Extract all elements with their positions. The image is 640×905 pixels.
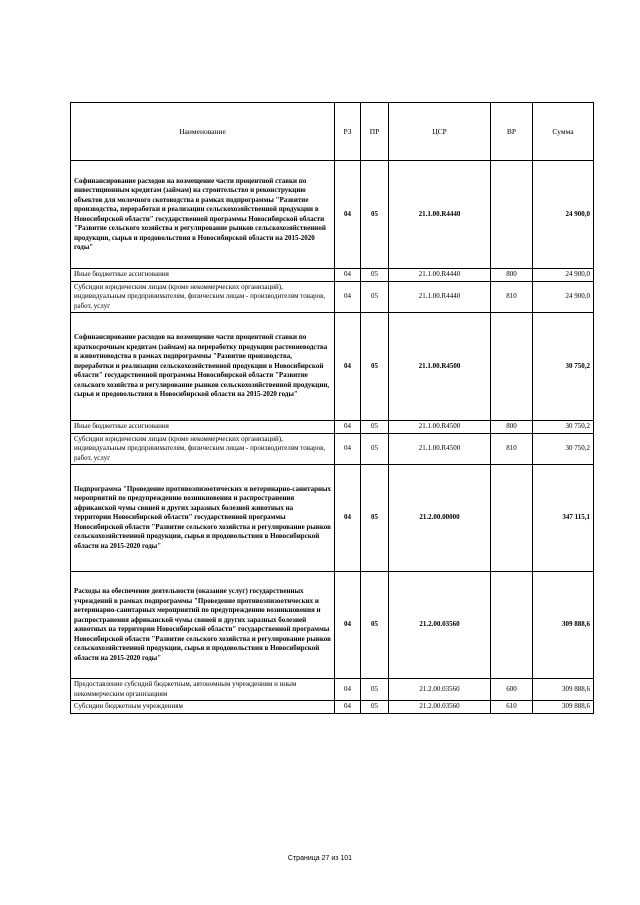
cell-vr: 610 — [491, 701, 533, 714]
header-vr: ВР — [491, 103, 533, 161]
header-rz: РЗ — [335, 103, 361, 161]
cell-csr: 21.2.00.00000 — [389, 465, 491, 572]
cell-sum: 24 900,0 — [533, 269, 594, 282]
budget-table — [70, 102, 594, 714]
cell-name: Софинансирование расходов на возмещение части процентной ставки по инвестиционным кредитам (займам) на строительство и реконструкцию объектов для молочного скотоводства в рамках подпрограммы "Развитие производства, переработки и реализации сельскохозяйственной продукции в Новосибирской области" государственной программы Новосибирской области "Развитие сельского хозяйства и регулирование рынков сельскохозяйственной продукции, сырья и продовольствия в Новосибирской области на 2015-2020 годы" — [71, 161, 335, 269]
table-row — [71, 161, 594, 269]
cell-name: Иные бюджетные ассигнования — [71, 269, 335, 282]
cell-name: Предоставление субсидий бюджетным, автономным учреждениям и иным некоммерческим организациям — [71, 679, 335, 701]
cell-sum: 24 900,0 — [533, 281, 594, 313]
cell-pr: 05 — [361, 572, 389, 679]
cell-rz: 04 — [335, 433, 361, 465]
cell-pr: 05 — [361, 161, 389, 269]
cell-vr: 800 — [491, 269, 533, 282]
cell-pr: 05 — [361, 701, 389, 714]
cell-pr: 05 — [361, 313, 389, 421]
header-csr: ЦСР — [389, 103, 491, 161]
cell-csr: 21.1.00.R4500 — [389, 433, 491, 465]
cell-sum: 309 888,6 — [533, 679, 594, 701]
cell-csr: 21.1.00.R4500 — [389, 313, 491, 421]
cell-name: Подпрограмма "Проведение противоэпизоотических и ветеринарно-санитарных мероприятий по предупреждению возникновения и распространения африканской чумы свиней и других заразных болезней животных на территории Новосибирской области" государственной программы Новосибирской области "Развитие сельского хозяйства и регулирование рынков сельскохозяйственной продукции, сырья и продовольствия в Новосибирской области на 2015-2020 годы" — [71, 465, 335, 572]
cell-rz: 04 — [335, 465, 361, 572]
cell-csr: 21.1.00.R4440 — [389, 269, 491, 282]
header-name: Наименование — [71, 103, 335, 161]
table-row — [71, 701, 594, 714]
table-header-row — [71, 103, 594, 161]
page-number: Страница 27 из 101 — [287, 855, 353, 862]
cell-csr: 21.1.00.R4440 — [389, 281, 491, 313]
cell-rz: 04 — [335, 313, 361, 421]
header-sum: Сумма — [533, 103, 594, 161]
cell-rz: 04 — [335, 421, 361, 434]
table-row — [71, 269, 594, 282]
cell-sum: 30 750,2 — [533, 313, 594, 421]
cell-name: Субсидии юридическим лицам (кроме некоммерческих организаций), индивидуальным предпринимателям, физическим лицам - производителям товаров, работ, услуг — [71, 433, 335, 465]
cell-vr: 810 — [491, 433, 533, 465]
cell-rz: 04 — [335, 701, 361, 714]
table-row — [71, 572, 594, 679]
cell-vr — [491, 465, 533, 572]
cell-csr: 21.1.00.R4440 — [389, 161, 491, 269]
cell-rz: 04 — [335, 679, 361, 701]
cell-csr: 21.2.00.03560 — [389, 679, 491, 701]
cell-vr: 600 — [491, 679, 533, 701]
table-row — [71, 313, 594, 421]
cell-vr — [491, 572, 533, 679]
table-row — [71, 421, 594, 434]
cell-sum: 30 750,2 — [533, 421, 594, 434]
cell-name: Субсидии бюджетным учреждениям — [71, 701, 335, 714]
cell-name: Расходы на обеспечение деятельности (оказание услуг) государственных учреждений в рамках подпрограммы "Проведение противоэпизоотических и ветеринарно-санитарных мероприятий по предупреждению возникновения и распространения африканской чумы свиней и других заразных болезней животных на территории Новосибирской области" государственной программы Новосибирской области "Развитие сельского хозяйства и регулирование рынков сельскохозяйственной продукции, сырья и продовольствия в Новосибирской области на 2015-2020 годы" — [71, 572, 335, 679]
cell-vr — [491, 161, 533, 269]
cell-sum: 30 750,2 — [533, 433, 594, 465]
cell-name: Софинансирование расходов на возмещение части процентной ставки по краткосрочным кредитам (займам) на переработку продукции растениеводства и животноводства в рамках подпрограммы "Развитие производства, переработки и реализации сельскохозяйственной продукции в Новосибирской области" государственной программы Новосибирской области "Развитие сельского хозяйства и регулирование рынков сельскохозяйственной продукции, сырья и продовольствия в Новосибирской области на 2015-2020 годы" — [71, 313, 335, 421]
cell-pr: 05 — [361, 679, 389, 701]
cell-pr: 05 — [361, 421, 389, 434]
cell-csr: 21.2.00.03560 — [389, 572, 491, 679]
cell-pr: 05 — [361, 269, 389, 282]
cell-name: Иные бюджетные ассигнования — [71, 421, 335, 434]
cell-rz: 04 — [335, 572, 361, 679]
cell-rz: 04 — [335, 161, 361, 269]
cell-name: Субсидии юридическим лицам (кроме некоммерческих организаций), индивидуальным предпринимателям, физическим лицам - производителям товаров, работ, услуг — [71, 281, 335, 313]
cell-pr: 05 — [361, 281, 389, 313]
table-row — [71, 433, 594, 465]
cell-csr: 21.2.00.03560 — [389, 701, 491, 714]
cell-vr: 800 — [491, 421, 533, 434]
cell-pr: 05 — [361, 465, 389, 572]
cell-sum: 309 888,6 — [533, 701, 594, 714]
cell-sum: 347 115,1 — [533, 465, 594, 572]
table-row — [71, 679, 594, 701]
cell-sum: 24 900,0 — [533, 161, 594, 269]
table-row — [71, 465, 594, 572]
cell-sum: 309 888,6 — [533, 572, 594, 679]
cell-vr: 810 — [491, 281, 533, 313]
cell-pr: 05 — [361, 433, 389, 465]
table-row — [71, 281, 594, 313]
header-pr: ПР — [361, 103, 389, 161]
cell-vr — [491, 313, 533, 421]
cell-csr: 21.1.00.R4500 — [389, 421, 491, 434]
cell-rz: 04 — [335, 269, 361, 282]
cell-rz: 04 — [335, 281, 361, 313]
